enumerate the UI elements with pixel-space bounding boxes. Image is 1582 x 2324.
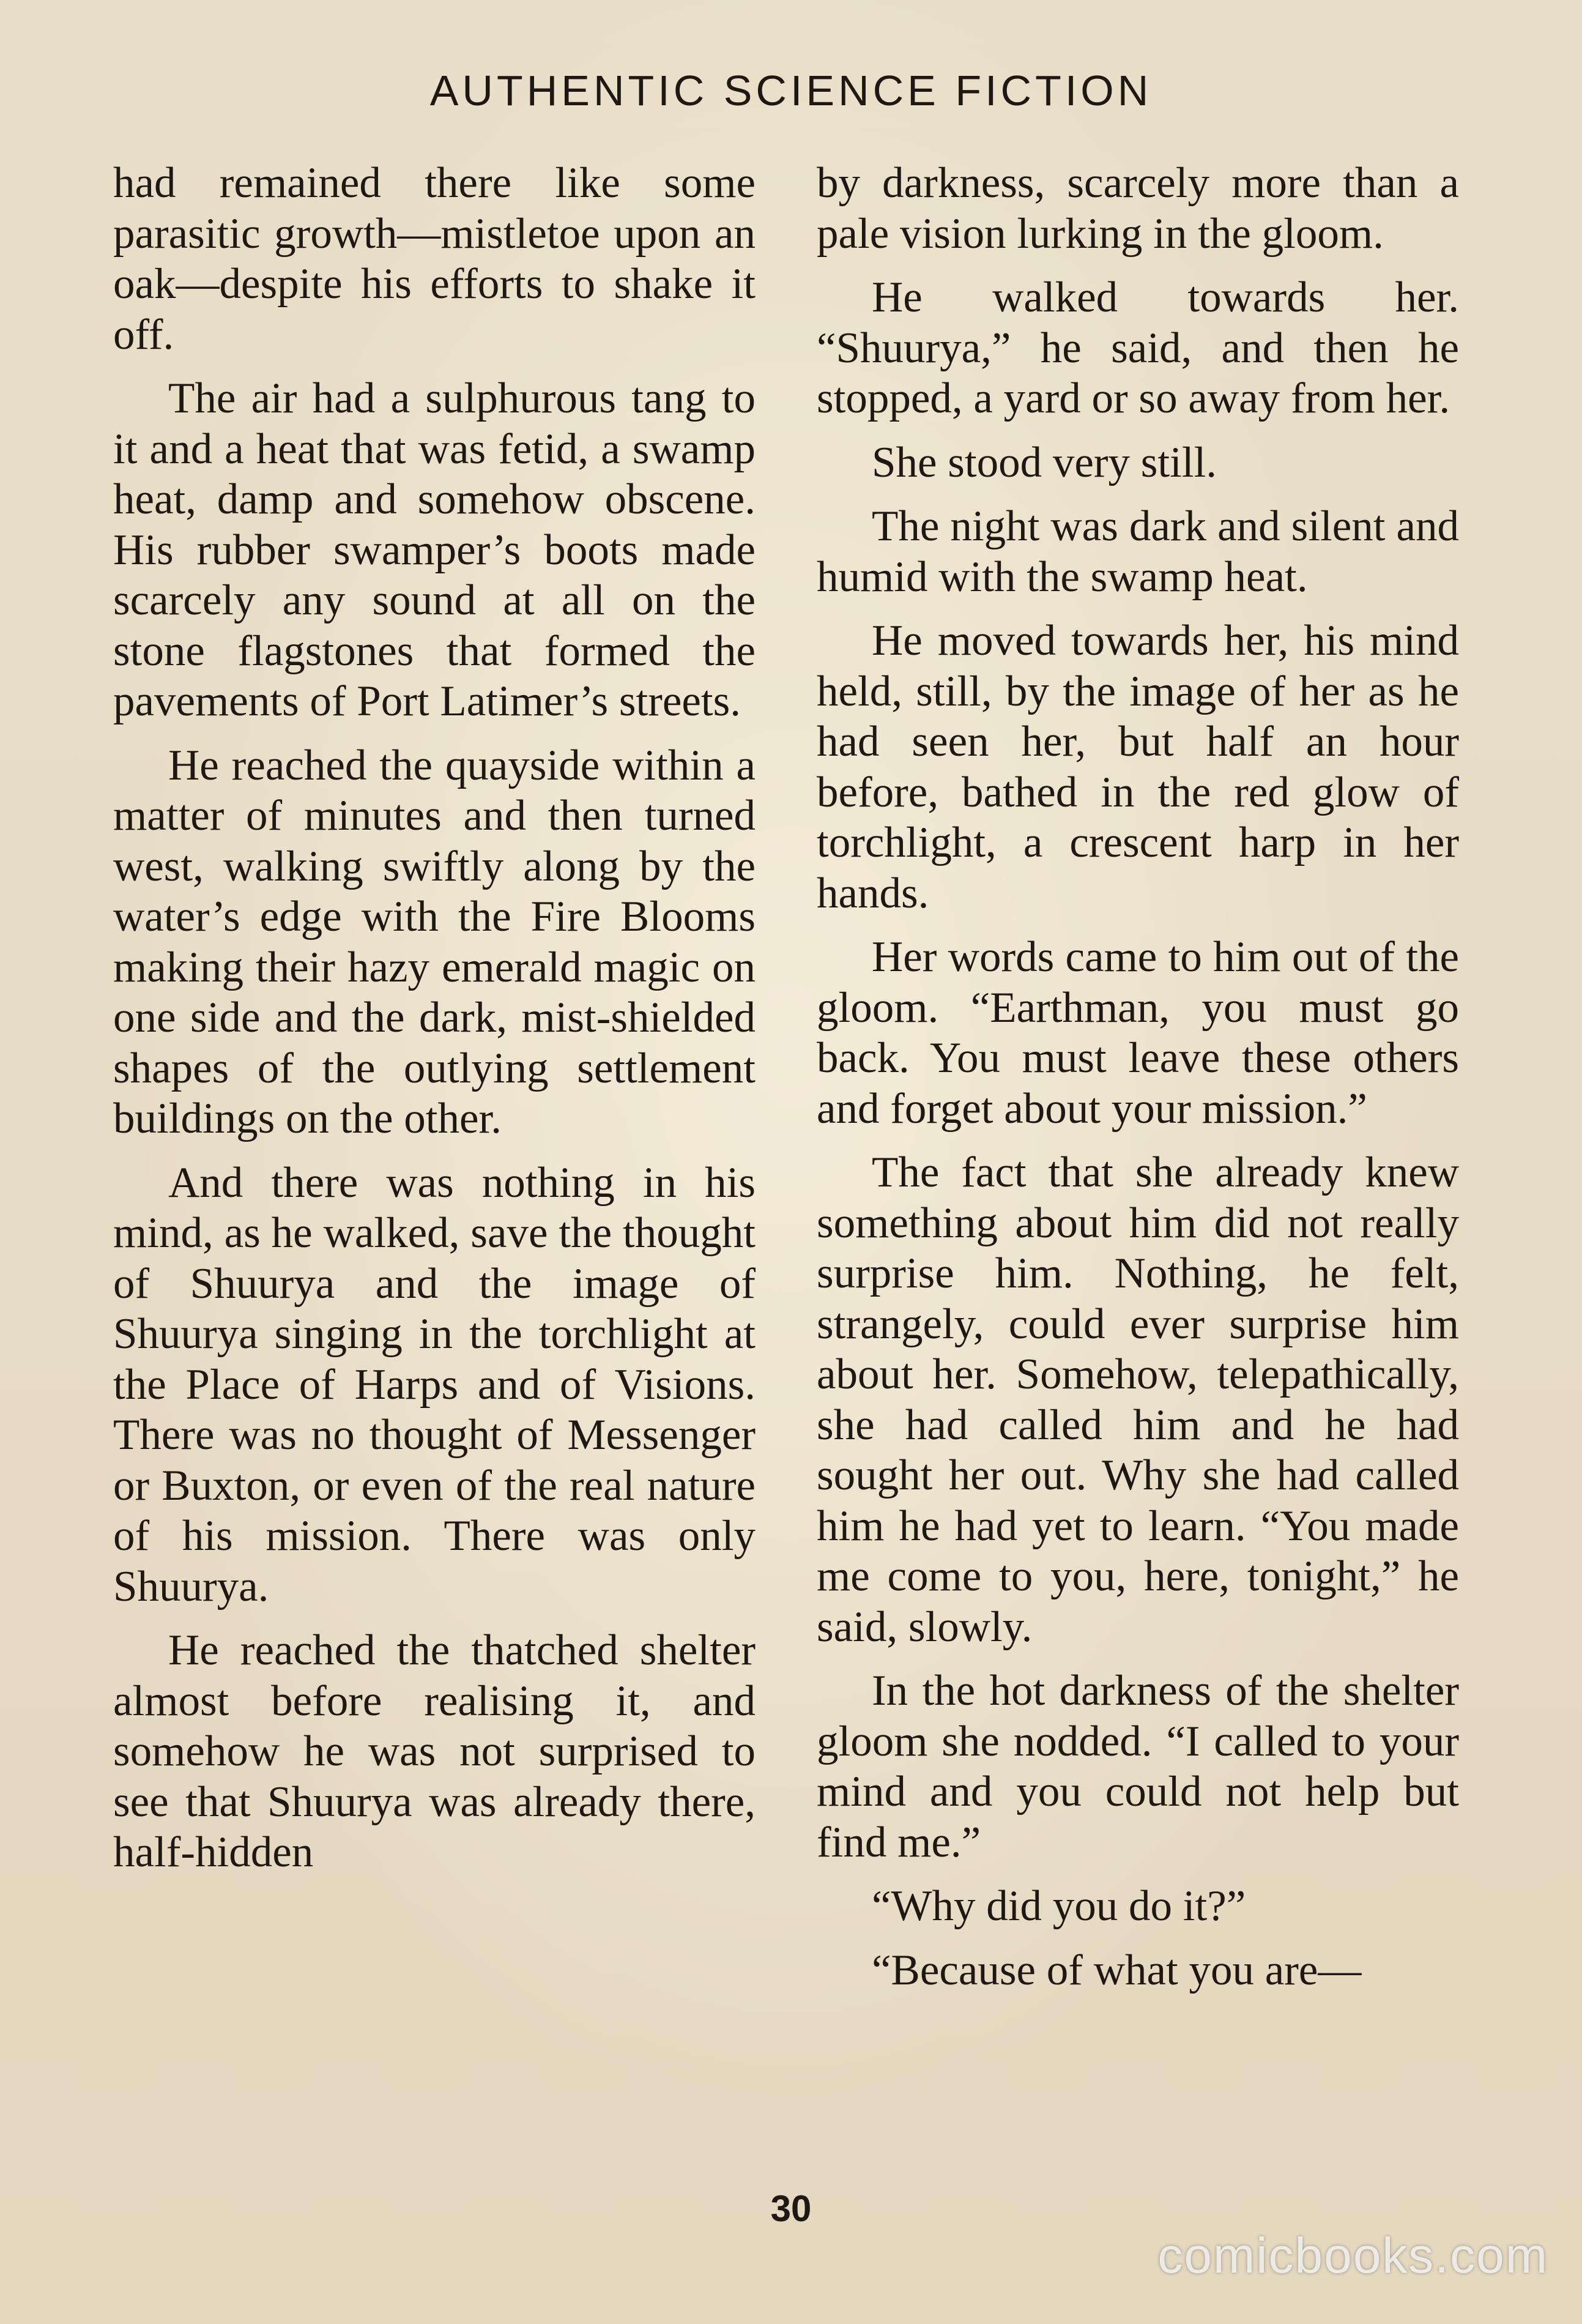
left-column: [113, 158, 756, 2177]
right-paragraph-8: In the hot darkness of the shelter gloom she nodded. “I called to your mind and you could not help but find me.”: [817, 1667, 1459, 1866]
right-paragraph-10: “Because of what you are—: [872, 1946, 1362, 1994]
right-paragraph-2: He walked towards her. “Shuurya,” he said, and then he stopped, a yard or so away from her.: [817, 274, 1459, 422]
right-paragraph-6: Her words came to him out of the gloom. “Earthman, you must go back. You must leave these others and forget about your mission.”: [817, 933, 1459, 1133]
left-paragraph-1: had remained there like some parasitic growth—mistletoe upon an oak—despite his efforts to shake it off.: [113, 159, 756, 359]
right-paragraph-5: He moved towards her, his mind held, still, by the image of her as he had seen her, but half an hour before, bathed in the red glow of torchlight, a crescent harp in her hands.: [817, 617, 1459, 917]
left-paragraph-3: He reached the quayside within a matter of minutes and then turned west, walking swiftly along by the water’s edge with the Fire Blooms making their hazy emerald magic on one side and the dark, mist-shielded shapes of the outlying settlement buildings on the other.: [113, 741, 756, 1142]
left-paragraph-2: The air had a sulphurous tang to it and a heat that was fetid, a swamp heat, damp and somehow obscene. His rubber swamper’s boots made scarcely any sound at all on the stone flagstones that formed the pavements of Port Latimer’s streets.: [113, 374, 756, 725]
page-number: 30: [770, 2188, 812, 2229]
site-watermark: comicbooks.com: [1157, 2228, 1548, 2284]
right-column: [817, 158, 1459, 2177]
left-paragraph-5: He reached the thatched shelter almost before realising it, and somehow he was not surprised to see that Shuurya was already there, half-hidden: [113, 1626, 756, 1876]
running-header: AUTHENTIC SCIENCE FICTION: [429, 67, 1153, 114]
left-paragraph-4: And there was nothing in his mind, as he walked, save the thought of Shuurya and the image of Shuurya singing in the torchlight at the Place of Harps and of Visions. There was no thought of Messenger or Buxton, or even of the real nature of his mission. There was only Shuurya.: [113, 1158, 756, 1611]
right-paragraph-1: by darkness, scarcely more than a pale vision lurking in the gloom.: [817, 159, 1459, 258]
text-columns: [113, 158, 1459, 2177]
right-paragraph-7: The fact that she already knew something about him did not really surprise him. Nothing, he felt, strangely, could ever surprise him about her. Somehow, telepathically, she had called him and he had sought her out. Why she had called him he had yet to learn. “You made me come to you, here, tonight,” he said, slowly.: [817, 1149, 1459, 1651]
right-paragraph-9: “Why did you do it?”: [872, 1882, 1246, 1930]
right-paragraph-4: The night was dark and silent and humid with the swamp heat.: [817, 502, 1459, 601]
right-paragraph-3: She stood very still.: [872, 438, 1217, 486]
